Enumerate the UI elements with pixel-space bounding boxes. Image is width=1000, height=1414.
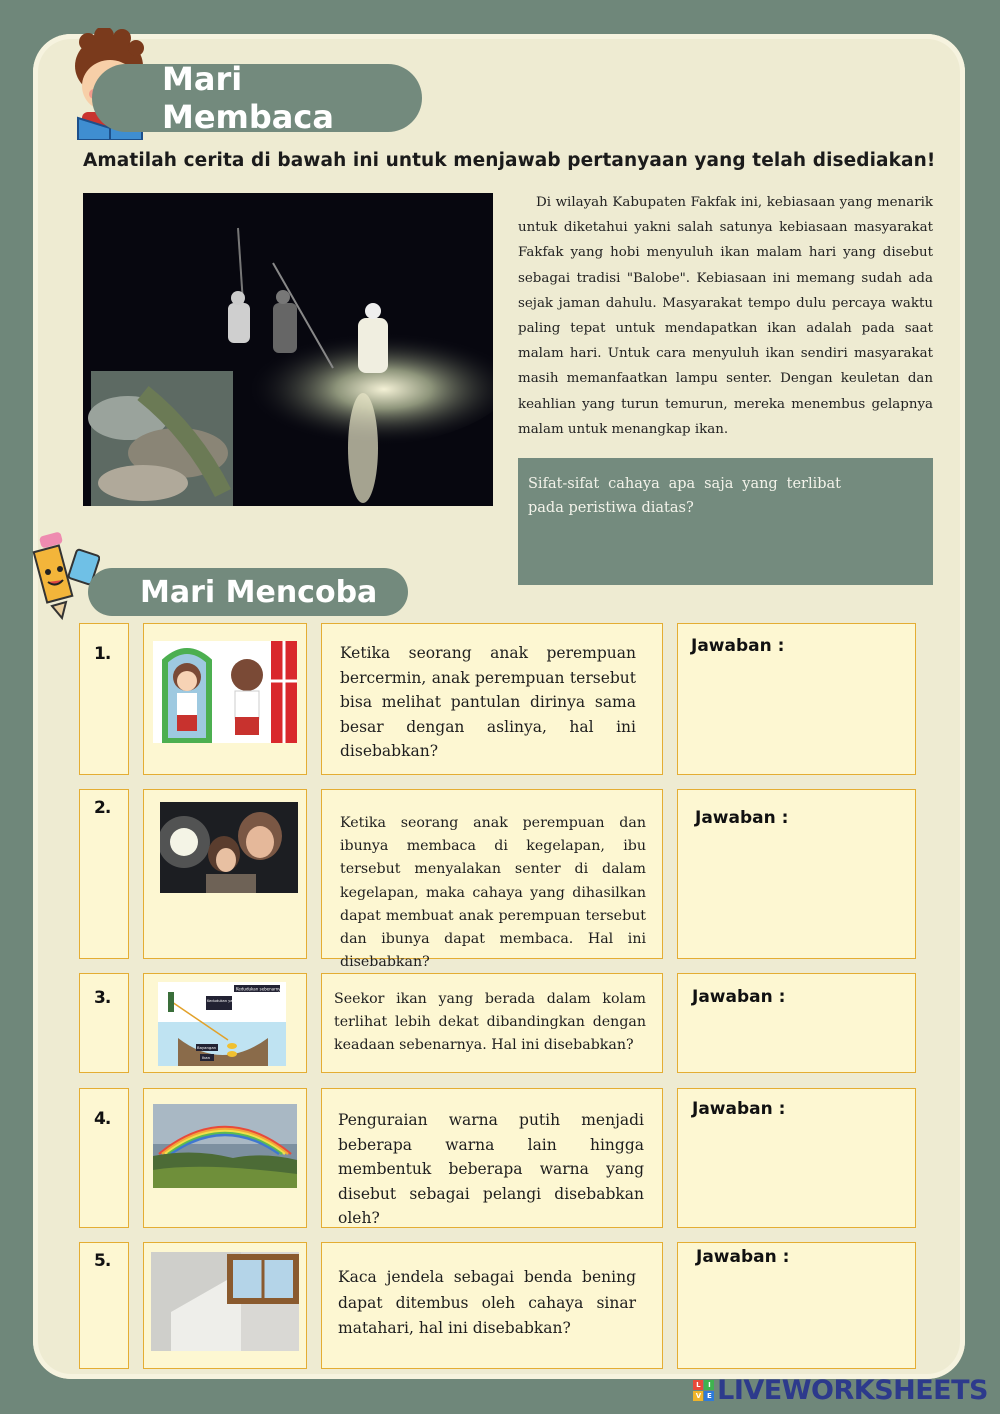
question-image-cell [143, 1242, 307, 1369]
question-text: Penguraian warna putih menjadi beberapa warna lain hingga membentuk beberapa warna yang disebut sebagai pelangi disebabkan oleh? [338, 1111, 644, 1227]
question-number: 1. [94, 644, 111, 664]
answer-label: Jawaban : [691, 636, 785, 656]
answer-label: Jawaban : [692, 987, 786, 1007]
diagram-label-left: Kedudukan yang terlihat [207, 999, 252, 1003]
mirror-girl-image [153, 641, 297, 743]
question-image-cell [143, 789, 307, 959]
question-number-cell [79, 973, 129, 1073]
question-image-cell [143, 623, 307, 775]
liveworksheets-logo [693, 1375, 988, 1406]
rainbow-photo [153, 1104, 297, 1188]
mark-letter: E [704, 1391, 714, 1401]
question-number-cell [79, 623, 129, 775]
answer-label: Jawaban : [696, 1247, 790, 1267]
pencil-mascot-icon [26, 526, 100, 622]
mark-letter: I [704, 1380, 714, 1390]
question-text-cell [321, 973, 663, 1073]
story-text: Di wilayah Kabupaten Fakfak ini, kebiasaan yang menarik untuk diketahui yakni salah satunya kebiasaan masyarakat Fakfak yang hobi menyuluh ikan malam hari yang disebut sebagai tradisi "Balobe". Kebiasaan ini memang sudah ada sejak jaman dahulu. Masyarakat tempo dulu percaya waktu paling tepat untuk mendapatkan ikan adalah pada saat malam hari. Untuk cara menyuluh ikan sendiri masyarakat masih memanfaatkan lampu senter. Dengan keuletan dan keahlian yang turun temurun, mereka menembus gelapnya malam untuk menangkap ikan. [518, 195, 933, 437]
answer-box[interactable] [677, 1242, 916, 1369]
question-number: 5. [94, 1251, 111, 1271]
mark-letter: V [693, 1391, 703, 1401]
answer-label: Jawaban : [692, 1099, 786, 1119]
brand-text: LIVEWORKSHEETS [717, 1375, 988, 1406]
diagram-label-ikan: Ikan [202, 1055, 210, 1060]
night-fishing-photo [83, 193, 493, 506]
question-number: 4. [94, 1109, 111, 1129]
night-fishing-illustration [83, 193, 493, 506]
question-text-cell [321, 1088, 663, 1228]
answer-box[interactable] [677, 1088, 916, 1228]
question-image-cell [143, 973, 307, 1073]
reading-flashlight-image [160, 802, 298, 893]
question-text: Seekor ikan yang berada dalam kolam terlihat lebih dekat dibandingkan dengan keadaan sebenarnya. Hal ini disebabkan? [334, 991, 646, 1054]
section-title-text: Mari Mencoba [140, 574, 378, 610]
answer-box[interactable] [677, 789, 916, 959]
section-title-mencoba [88, 568, 408, 616]
answer-label: Jawaban : [695, 808, 789, 828]
question-number: 2. [94, 798, 111, 818]
section-title-text: Mari Membaca [162, 60, 334, 136]
question-number: 3. [94, 988, 111, 1008]
question-text-cell [321, 789, 663, 971]
diagram-label-bayangan: Bayangan [197, 1045, 217, 1050]
question-text-cell [321, 1242, 663, 1369]
liveworksheets-mark-icon [693, 1380, 714, 1401]
question-text: Ketika seorang anak perempuan dan ibunya membaca di kegelapan, ibu tersebut menyalakan senter di dalam kegelapan, maka cahaya yang dihasilkan dapat membuat anak perempuan tersebut dan ibunya dapat membaca. Hal ini disebabkan? [340, 815, 646, 971]
question-text: Kaca jendela sebagai benda bening dapat ditembus oleh cahaya sinar matahari, hal ini disebabkan? [338, 1268, 636, 1337]
story-question-text: Sifat-sifat cahaya apa saja yang terlibat pada peristiwa diatas? [528, 476, 841, 516]
question-number-cell [79, 1242, 129, 1369]
instruction-text: Amatilah cerita di bawah ini untuk menjawab pertanyaan yang telah disediakan! [83, 150, 936, 171]
question-text-cell [321, 623, 663, 775]
answer-box[interactable] [677, 973, 916, 1073]
question-number-cell [79, 789, 129, 959]
mark-letter: L [693, 1380, 703, 1390]
story-paragraph [518, 190, 933, 442]
fish-refraction-diagram [158, 982, 286, 1066]
window-light-photo [151, 1252, 299, 1351]
diagram-label-top: Kedudukan sebenarnya [236, 986, 283, 992]
section-title-membaca [92, 60, 422, 136]
story-question-box[interactable] [518, 458, 933, 585]
question-number-cell [79, 1088, 129, 1228]
question-image-cell [143, 1088, 307, 1228]
answer-box[interactable] [677, 623, 916, 775]
question-text: Ketika seorang anak perempuan bercermin, anak perempuan tersebut bisa melihat pantulan dirinya sama besar dengan aslinya, hal ini disebabkan? [340, 644, 636, 760]
